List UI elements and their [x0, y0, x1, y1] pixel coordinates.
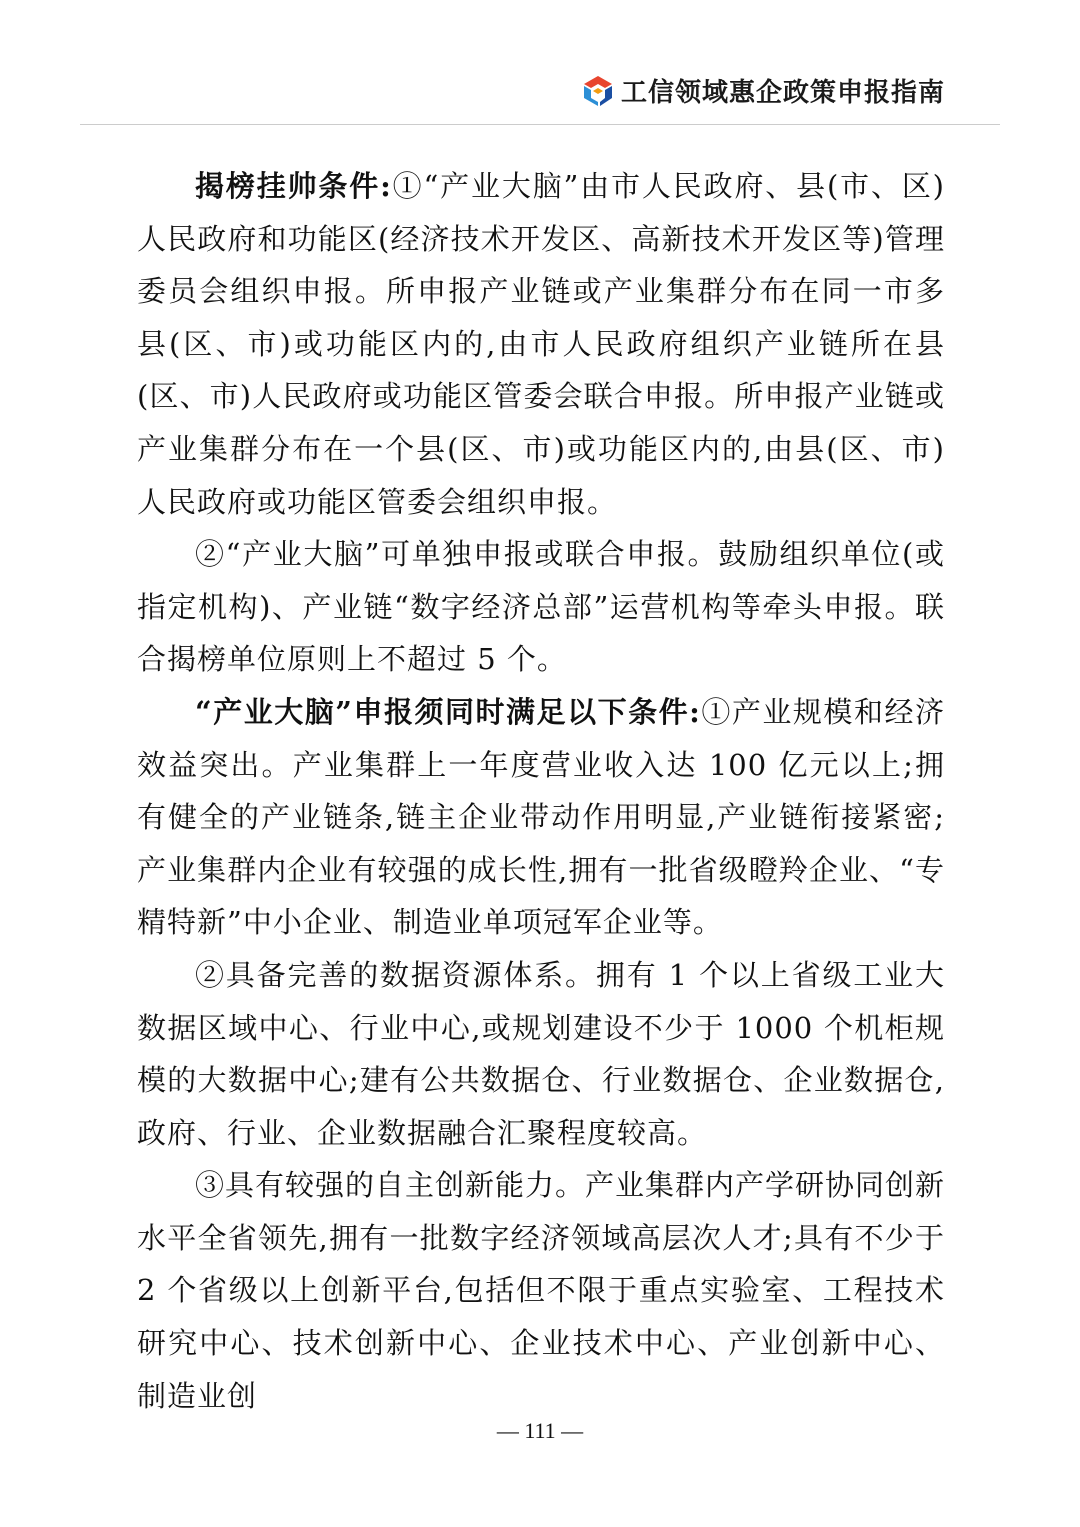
paragraph-text: ②“产业大脑”可单独申报或联合申报。鼓励组织单位(或指定机构)、产业链“数字经济总部”运营机构等牵头申报。联合揭榜单位原则上不超过 5 个。 [137, 537, 945, 677]
page-header [581, 72, 945, 109]
cube-logo-icon [581, 74, 615, 108]
paragraph [137, 1159, 945, 1422]
page-number: — 111 — [496, 1418, 584, 1443]
paragraph [137, 160, 945, 528]
paragraph-lead: 揭榜挂帅条件: [195, 169, 392, 203]
paragraph [137, 528, 945, 686]
paragraph-text: ②具备完善的数据资源体系。拥有 1 个以上省级工业大数据区域中心、行业中心,或规划建设不少于 1000 个机柜规模的大数据中心;建有公共数据仓、行业数据仓、企业数据仓,政府、行业、企业数据融合汇聚程度较高。 [137, 957, 945, 1150]
paragraph-text: ①产业规模和经济效益突出。产业集群上一年度营业收入达 100 亿元以上;拥有健全的产业链条,链主企业带动作用明显,产业链衔接紧密;产业集群内企业有较强的成长性,拥有一批省级瞪羚企业、“专精特新”中小企业、制造业单项冠军企业等。 [137, 694, 945, 940]
document-body [137, 160, 945, 1422]
paragraph [137, 949, 945, 1159]
paragraph-text: ③具有较强的自主创新能力。产业集群内产学研协同创新水平全省领先,拥有一批数字经济领域高层次人才;具有不少于 2 个省级以上创新平台,包括但不限于重点实验室、工程技术研究中心、技术创新中心、企业技术中心、产业创新中心、制造业创 [137, 1168, 946, 1413]
paragraph-lead: “产业大脑”申报须同时满足以下条件: [195, 694, 701, 729]
header-divider [80, 124, 1000, 125]
paragraph-text: ①“产业大脑”由市人民政府、县(市、区)人民政府和功能区(经济技术开发区、高新技术开发区等)管理委员会组织申报。所申报产业链或产业集群分布在同一市多县(区、市)或功能区内的,由市人民政府组织产业链所在县(区、市)人民政府或功能区管委会联合申报。所申报产业链或产业集群分布在一个县(区、市)或功能区内的,由县(区、市)人民政府或功能区管委会组织申报。 [137, 169, 946, 519]
document-title: 工信领域惠企政策申报指南 [620, 78, 945, 108]
paragraph [137, 686, 945, 949]
